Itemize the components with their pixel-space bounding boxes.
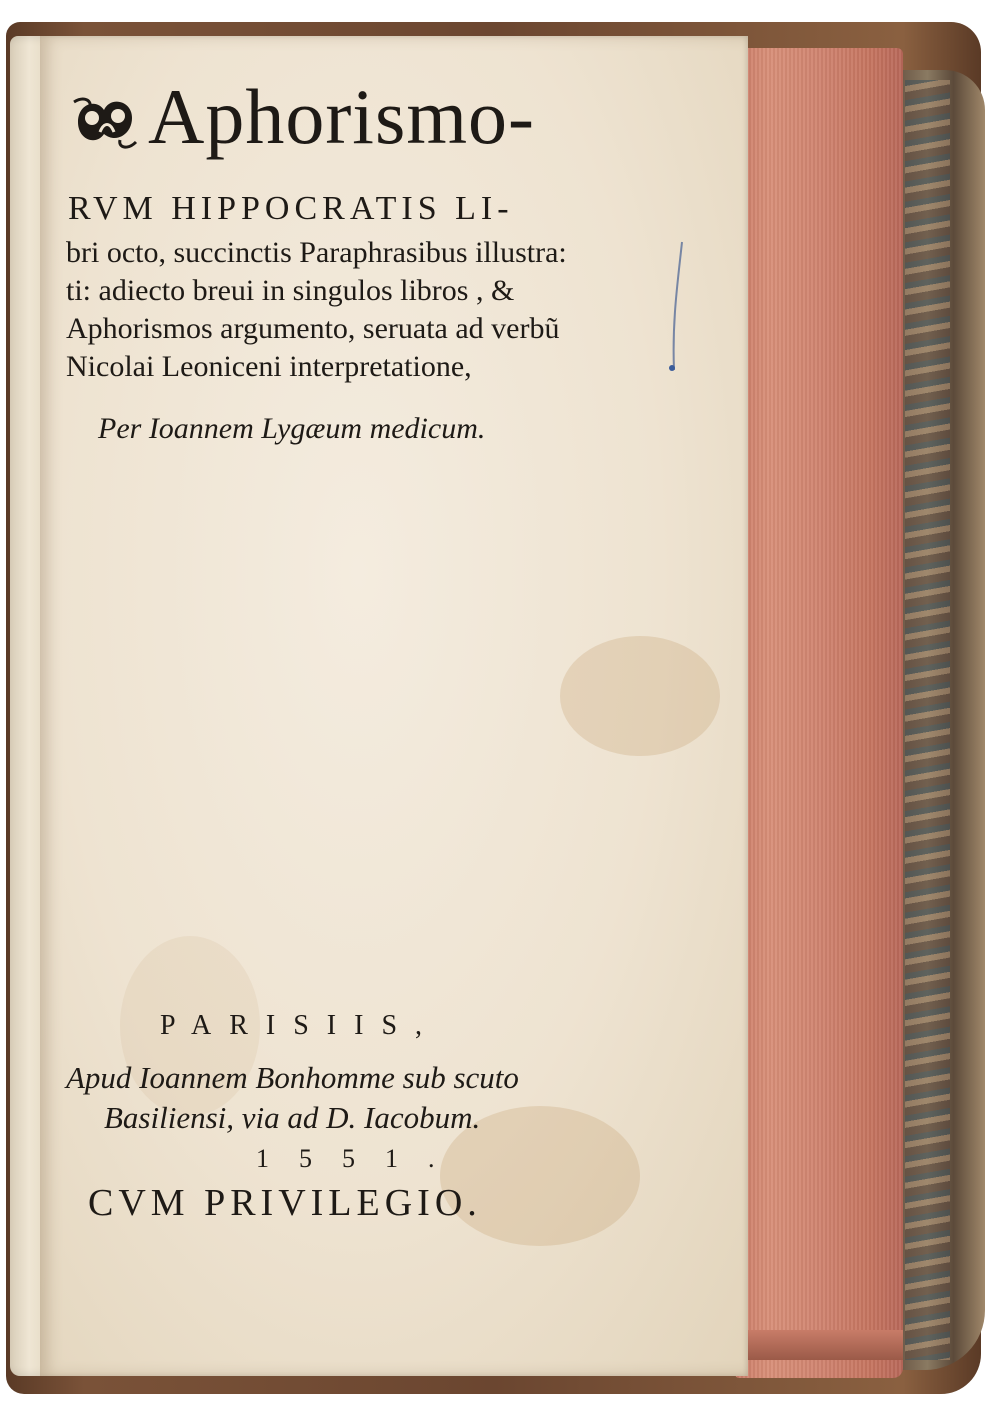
title-large: Aphorismo-: [148, 73, 535, 160]
title-line-4: Nicolai Leoniceni interpretatione,: [66, 350, 472, 383]
privilege-line: CVM PRIVILEGIO.: [88, 1182, 482, 1224]
imprint-publisher-2: Basiliensi, via ad D. Iacobum.: [104, 1100, 481, 1135]
marbled-endpaper: [905, 80, 950, 1360]
imprint-publisher-1: Apud Ioannem Bonhomme sub scuto: [66, 1060, 519, 1095]
title-line-2: ti: adiecto breui in singulos libros , &: [66, 274, 515, 307]
title-line-3: Aphorismos argumento, seruata ad verbũ: [66, 312, 560, 345]
floral-fleuron-icon: [70, 88, 140, 156]
ink-mark-icon: [660, 240, 690, 380]
imprint-year: 1551.: [256, 1144, 465, 1173]
author-line: Per Ioannem Lygæum medicum.: [98, 412, 486, 445]
title-caps-line: RVM HIPPOCRATIS LI-: [68, 190, 514, 227]
title-line-1: bri octo, succinctis Paraphrasibus illustra:: [66, 236, 567, 269]
imprint-city: PARISIIS,: [160, 1010, 441, 1041]
paper-stain: [560, 636, 720, 756]
fore-edge-shadow: [735, 1330, 903, 1360]
red-fore-edge: [735, 48, 903, 1378]
